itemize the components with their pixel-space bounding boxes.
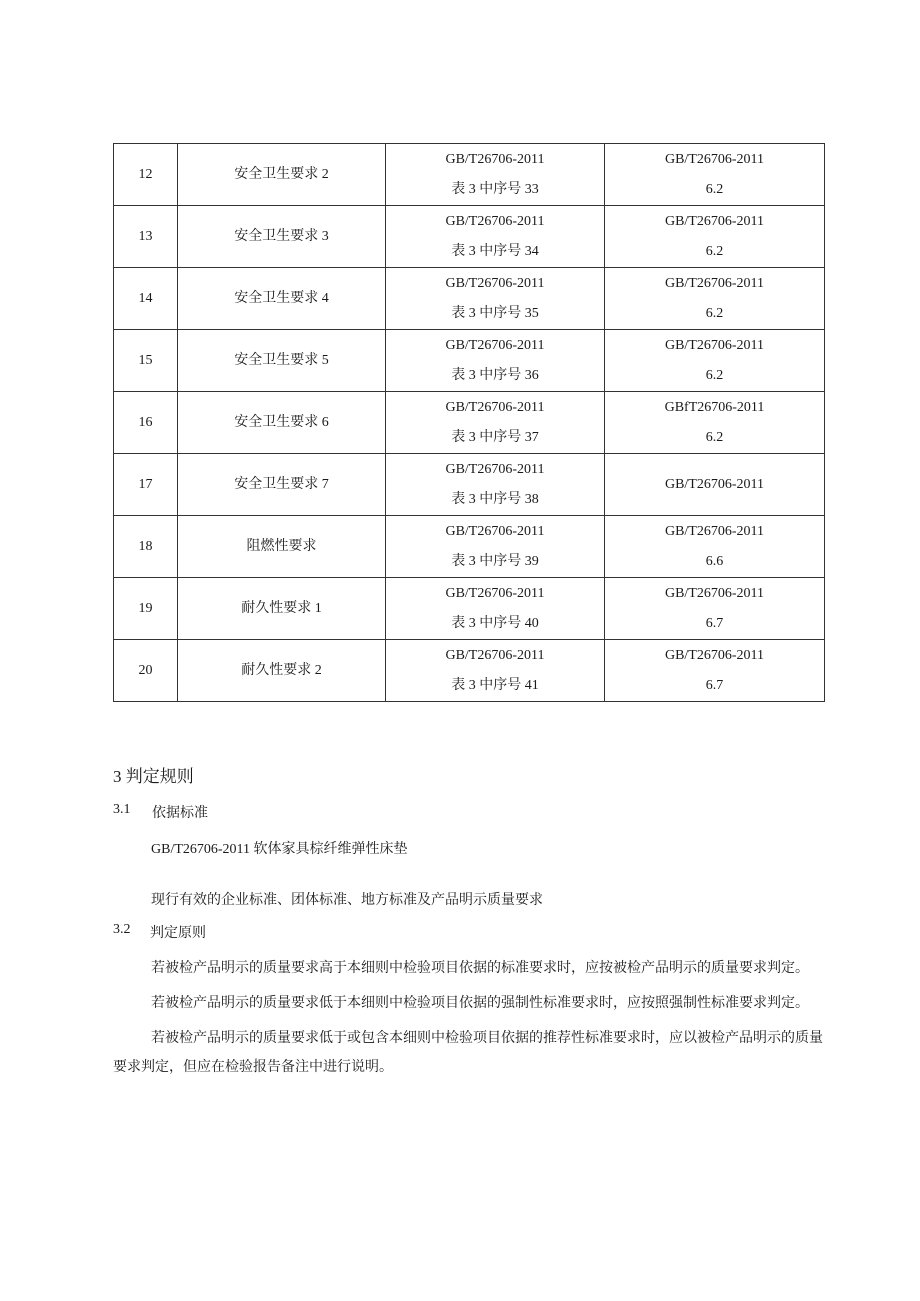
test-method-cell-line-1: GB/T26706-2011 (664, 213, 765, 229)
row-number-cell: 13 (114, 206, 178, 268)
basis-standard-cell-line-1: GB/T26706-2011 (445, 647, 545, 663)
row-number-cell: 12 (114, 144, 178, 206)
basis-standard-cell-line-2: 表 3 中序号 33 (451, 181, 539, 197)
basis-standard-cell-line-2: 表 3 中序号 37 (451, 429, 539, 445)
row-number-cell: 18 (114, 516, 178, 578)
table-row (114, 640, 825, 702)
test-method-cell (605, 330, 825, 392)
test-method-cell (605, 144, 825, 206)
judgement-paragraph-2: 若被检产品明示的质量要求低于本细则中检验项目依据的强制性标准要求时，应按照强制性标准要求判定。 (151, 996, 809, 1011)
basis-standard-cell-line-2: 表 3 中序号 41 (451, 677, 539, 693)
section-3-1-title: 依据标准 (152, 806, 208, 821)
test-method-cell-line-2: 6.2 (705, 367, 724, 383)
test-method-cell (605, 392, 825, 454)
basis-standard-cell (386, 392, 605, 454)
basis-standard-cell (386, 206, 605, 268)
row-number-cell: 20 (114, 640, 178, 702)
basis-standard-cell-line-1: GB/T26706-2011 (445, 399, 545, 415)
table-row (114, 392, 825, 454)
basis-standard-cell-line-1: GB/T26706-2011 (445, 213, 545, 229)
test-method-cell-line-1: GB/T26706-2011 (664, 523, 765, 539)
item-name-cell: 安全卫生要求 4 (178, 268, 386, 330)
test-method-cell (605, 578, 825, 640)
test-method-cell-line-1: GB/T26706-2011 (664, 275, 765, 291)
judgement-paragraph-3: 若被检产品明示的质量要求低于或包含本细则中检验项目依据的推荐性标准要求时，应以被检产品明示的质量要求判定，但应在检验报告备注中进行说明。 (113, 1031, 823, 1075)
basis-standard-cell (386, 330, 605, 392)
table-row (114, 268, 825, 330)
test-method-cell (605, 516, 825, 578)
row-number-cell: 19 (114, 578, 178, 640)
test-method-cell-line-2: 6.7 (705, 677, 724, 693)
item-name-cell: 安全卫生要求 2 (178, 144, 386, 206)
judgement-paragraph-1: 若被检产品明示的质量要求高于本细则中检验项目依据的标准要求时，应按被检产品明示的质量要求判定。 (151, 961, 809, 976)
section-3-2-number: 3.2 (113, 922, 131, 937)
judgement-paragraphs (113, 954, 825, 1082)
basis-standard-cell (386, 268, 605, 330)
row-number-cell: 16 (114, 392, 178, 454)
row-number-cell: 17 (114, 454, 178, 516)
basis-standard-cell-line-2: 表 3 中序号 35 (451, 305, 539, 321)
basis-standard-cell-line-2: 表 3 中序号 39 (451, 553, 539, 569)
basis-standard-cell-line-1: GB/T26706-2011 (445, 585, 545, 601)
basis-standard-cell-line-2: 表 3 中序号 34 (451, 243, 539, 259)
item-name-cell: 安全卫生要求 6 (178, 392, 386, 454)
row-number-cell: 15 (114, 330, 178, 392)
item-name-cell: 安全卫生要求 7 (178, 454, 386, 516)
basis-standard-cell-line-1: GB/T26706-2011 (445, 523, 545, 539)
basis-standard-cell-line-1: GB/T26706-2011 (445, 461, 545, 477)
test-method-cell-line-2: 6.2 (705, 305, 724, 321)
table-body (114, 144, 825, 702)
item-name-cell: 耐久性要求 1 (178, 578, 386, 640)
test-method-cell-line-1: GBfT26706-2011 (664, 399, 765, 415)
item-name-cell: 阻燃性要求 (178, 516, 386, 578)
test-method-cell-line-1: GB/T26706-2011 (664, 337, 765, 353)
section-3-title: 3 判定规则 (113, 767, 194, 786)
basis-standard-cell-line-2: 表 3 中序号 40 (451, 615, 539, 631)
test-method-cell-line-1: GB/T26706-2011 (664, 647, 765, 663)
test-method-cell-line-2: 6.2 (705, 429, 724, 445)
test-method-cell-line-2: 6.6 (705, 553, 724, 569)
table-row (114, 206, 825, 268)
table-row (114, 516, 825, 578)
item-name-cell: 安全卫生要求 5 (178, 330, 386, 392)
basis-standard-cell (386, 516, 605, 578)
item-name-cell: 安全卫生要求 3 (178, 206, 386, 268)
standard-line: GB/T26706-2011 软体家具棕纤维弹性床垫 (151, 842, 408, 857)
test-method-cell (605, 206, 825, 268)
section-3-1-number: 3.1 (113, 802, 131, 817)
other-standards-line: 现行有效的企业标准、团体标准、地方标准及产品明示质量要求 (151, 893, 543, 908)
test-method-cell-line-2: 6.2 (705, 243, 724, 259)
basis-standard-cell-line-1: GB/T26706-2011 (445, 275, 545, 291)
basis-standard-cell (386, 640, 605, 702)
basis-standard-cell (386, 144, 605, 206)
test-method-cell-line-1: GB/T26706-2011 (664, 151, 765, 167)
inspection-items-table (113, 143, 825, 702)
table-row (114, 144, 825, 206)
test-method-cell (605, 640, 825, 702)
row-number-cell: 14 (114, 268, 178, 330)
basis-standard-cell (386, 578, 605, 640)
table-row (114, 330, 825, 392)
test-method-cell-line-1: GB/T26706-2011 (664, 476, 765, 492)
basis-standard-cell-line-1: GB/T26706-2011 (445, 337, 545, 353)
item-name-cell: 耐久性要求 2 (178, 640, 386, 702)
test-method-cell-line-2: 6.2 (705, 181, 724, 197)
basis-standard-cell (386, 454, 605, 516)
table-row (114, 454, 825, 516)
basis-standard-cell-line-2: 表 3 中序号 36 (451, 367, 539, 383)
test-method-cell-line-1: GB/T26706-2011 (664, 585, 765, 601)
test-method-cell (605, 454, 825, 516)
table-row (114, 578, 825, 640)
section-3-2-title: 判定原则 (150, 926, 206, 941)
test-method-cell (605, 268, 825, 330)
basis-standard-cell-line-2: 表 3 中序号 38 (451, 491, 539, 507)
basis-standard-cell-line-1: GB/T26706-2011 (445, 151, 545, 167)
test-method-cell-line-2: 6.7 (705, 615, 724, 631)
